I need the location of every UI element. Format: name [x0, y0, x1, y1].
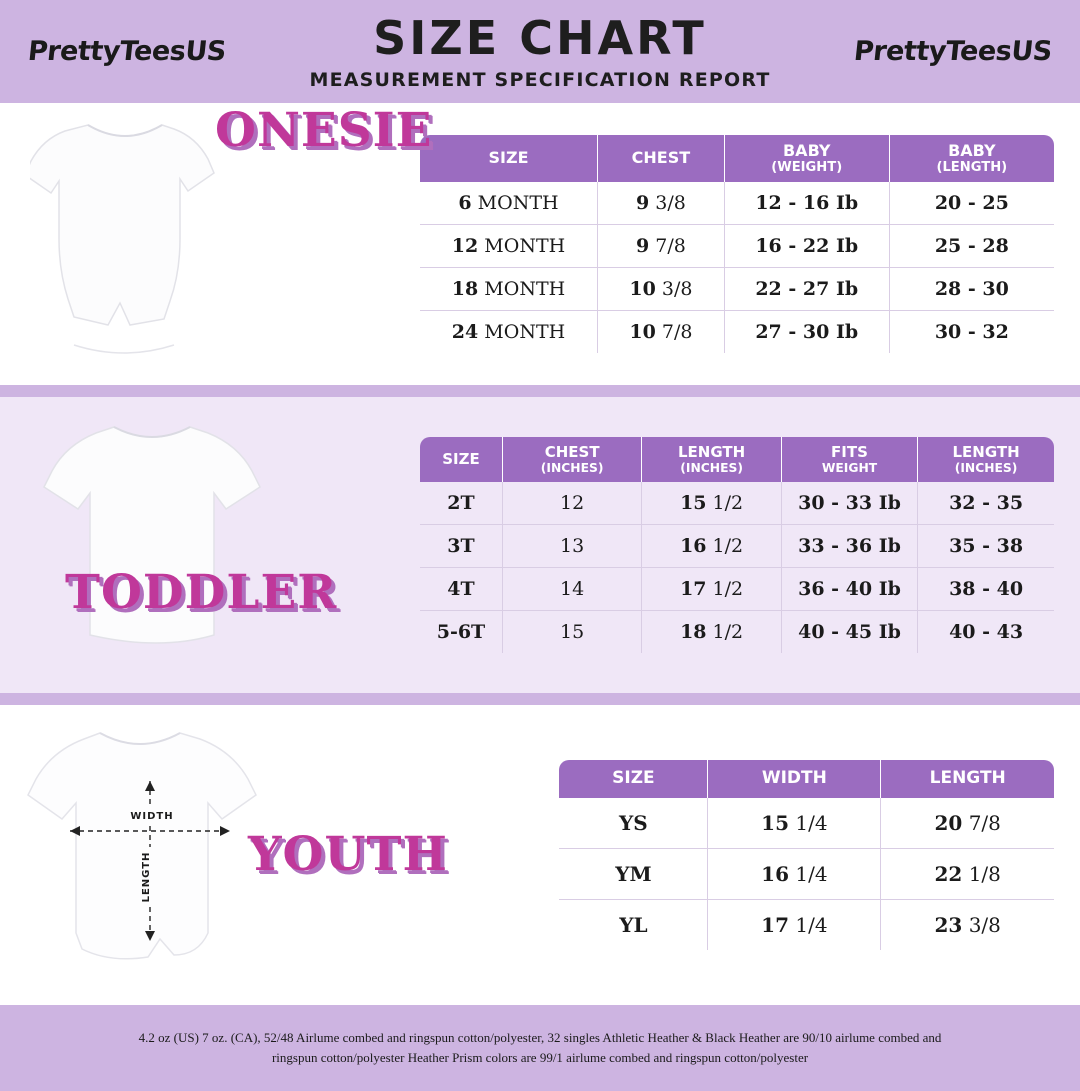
col-header-baby-weight — [724, 135, 889, 182]
col-header-baby-length-text: BABY — [948, 140, 996, 160]
cell-width: 17 1/4 — [708, 899, 881, 950]
brand-logo-left: PrettyTeesUS — [26, 36, 228, 67]
cell-size: 4T — [420, 568, 502, 611]
garment-label-youth: YOUTH — [248, 827, 448, 882]
table-header-row — [420, 437, 1054, 482]
onesie-table-wrap — [420, 135, 1080, 353]
cell-length: 15 1/2 — [642, 482, 781, 525]
page-header — [0, 0, 1080, 103]
baby-onesie-icon — [30, 111, 220, 376]
cell-length: 23 3/8 — [934, 912, 1001, 937]
table-row — [559, 798, 1054, 849]
col-header-baby-length-unit: (LENGTH) — [936, 160, 1008, 176]
cell-size: 6 MONTH — [420, 182, 598, 225]
col-header-length: LENGTH (INCHES) — [642, 437, 781, 482]
youth-table-wrap — [420, 760, 1080, 950]
cell-weight: 22 - 27 Ib — [724, 268, 889, 311]
cell-chest: 10 3/8 — [598, 268, 725, 311]
cell-width: 16 1/4 — [708, 848, 881, 899]
cell-length: 16 1/2 — [642, 525, 781, 568]
cell-size: YL — [559, 899, 707, 950]
cell-chest: 9 3/8 — [598, 182, 725, 225]
table-row — [420, 525, 1054, 568]
table-header-row — [559, 760, 1054, 798]
col-header-baby-weight-unit: (WEIGHT) — [771, 160, 843, 176]
section-toddler — [0, 397, 1080, 693]
col-header-width: WIDTH — [708, 760, 881, 798]
col-header-chest: CHEST (INCHES) — [502, 437, 641, 482]
col-header-size — [420, 135, 598, 182]
table-row — [420, 568, 1054, 611]
cell-chest: 14 — [502, 568, 641, 611]
cell-size: 24 MONTH — [420, 311, 598, 354]
table-header-row — [420, 135, 1054, 182]
cell-size: YM — [559, 848, 707, 899]
col-header-size-text: SIZE — [488, 148, 529, 168]
toddler-table-wrap — [420, 437, 1080, 653]
cell-chest: 15 — [502, 611, 641, 654]
section-youth — [0, 705, 1080, 1005]
page-title: SIZE CHART — [373, 10, 707, 65]
table-row — [420, 482, 1054, 525]
garment-label-onesie: ONESIE — [215, 103, 433, 158]
cell-weight: 16 - 22 Ib — [724, 225, 889, 268]
cell-weight: 12 - 16 Ib — [724, 182, 889, 225]
youth-size-table — [559, 760, 1054, 950]
section-onesie — [0, 103, 1080, 385]
cell-length-2: 32 - 35 — [918, 482, 1054, 525]
brand-logo-right: PrettyTeesUS — [852, 36, 1054, 67]
cell-length: 22 1/8 — [881, 848, 1054, 899]
col-header-size: SIZE — [559, 760, 707, 798]
toddler-size-table — [420, 437, 1054, 653]
garment-label-toddler: TODDLER — [65, 565, 338, 620]
cell-size: 2T — [420, 482, 502, 525]
onesie-size-table — [420, 135, 1054, 353]
cell-length: 25 - 28 — [889, 225, 1054, 268]
col-header-size: SIZE — [420, 437, 502, 482]
cell-length: 30 - 32 — [934, 321, 1009, 344]
fabric-description-line2: ringspun cotton/polyester Heather Prism colors are 99/1 airlume combed and ringspun cotton/polyester — [271, 1050, 809, 1065]
cell-weight: 40 - 45 Ib — [781, 611, 917, 654]
col-header-baby-weight-text: BABY — [782, 140, 831, 160]
header-titles — [226, 10, 855, 91]
col-header-chest-text: CHEST — [631, 148, 691, 168]
cell-chest: 9 7/8 — [598, 225, 725, 268]
youth-artwork — [0, 705, 448, 1005]
cell-weight: 27 - 30 Ib — [724, 311, 889, 354]
table-row — [420, 182, 1054, 225]
cell-size: YS — [559, 798, 707, 849]
cell-length: 20 - 25 — [889, 182, 1054, 225]
cell-weight: 30 - 33 Ib — [781, 482, 917, 525]
page-subtitle: MEASUREMENT SPECIFICATION REPORT — [309, 68, 771, 91]
col-header-length: LENGTH — [881, 760, 1054, 798]
cell-length: 18 1/2 — [642, 611, 781, 654]
section-divider-2 — [0, 693, 1080, 705]
col-header-fits-weight: FITS WEIGHT — [781, 437, 917, 482]
cell-length-2: 35 - 38 — [918, 525, 1054, 568]
cell-chest: 13 — [502, 525, 641, 568]
cell-length: 28 - 30 — [889, 268, 1054, 311]
cell-chest: 12 — [502, 482, 641, 525]
fabric-description — [139, 1028, 942, 1068]
toddler-tshirt-icon — [42, 411, 262, 661]
section-divider-1 — [0, 385, 1080, 397]
col-header-length-2: LENGTH (INCHES) — [918, 437, 1054, 482]
cell-weight: 33 - 36 Ib — [781, 525, 917, 568]
cell-width: 15 1/4 — [708, 798, 881, 849]
toddler-artwork — [0, 397, 420, 693]
table-row — [559, 899, 1054, 950]
fabric-description-line1: 4.2 oz (US) 7 oz. (CA), 52/48 Airlume combed and ringspun cotton/polyester, 32 singles Athletic Heather & Black Heather are 90/10 airlume combed and — [138, 1029, 942, 1045]
measurement-label-length: LENGTH — [141, 851, 152, 903]
cell-chest: 10 7/8 — [598, 311, 725, 354]
cell-size: 18 MONTH — [420, 268, 598, 311]
table-row — [420, 311, 1054, 354]
col-header-chest — [598, 135, 725, 182]
cell-length: 17 1/2 — [642, 568, 781, 611]
table-row — [420, 268, 1054, 311]
cell-length: 20 7/8 — [881, 798, 1054, 849]
table-row — [559, 848, 1054, 899]
measurement-label-width: WIDTH — [130, 811, 174, 822]
youth-tshirt-measurement-icon — [18, 719, 278, 969]
table-row — [420, 225, 1054, 268]
cell-size: 3T — [420, 525, 502, 568]
cell-size: 12 MONTH — [420, 225, 598, 268]
cell-weight: 36 - 40 Ib — [781, 568, 917, 611]
onesie-artwork — [0, 103, 433, 385]
cell-size: 5-6T — [420, 611, 502, 654]
cell-length-2: 38 - 40 — [918, 568, 1054, 611]
table-row — [420, 611, 1054, 654]
page-footer — [0, 1005, 1080, 1091]
col-header-baby-length — [889, 135, 1054, 182]
cell-length-2: 40 - 43 — [949, 621, 1024, 644]
